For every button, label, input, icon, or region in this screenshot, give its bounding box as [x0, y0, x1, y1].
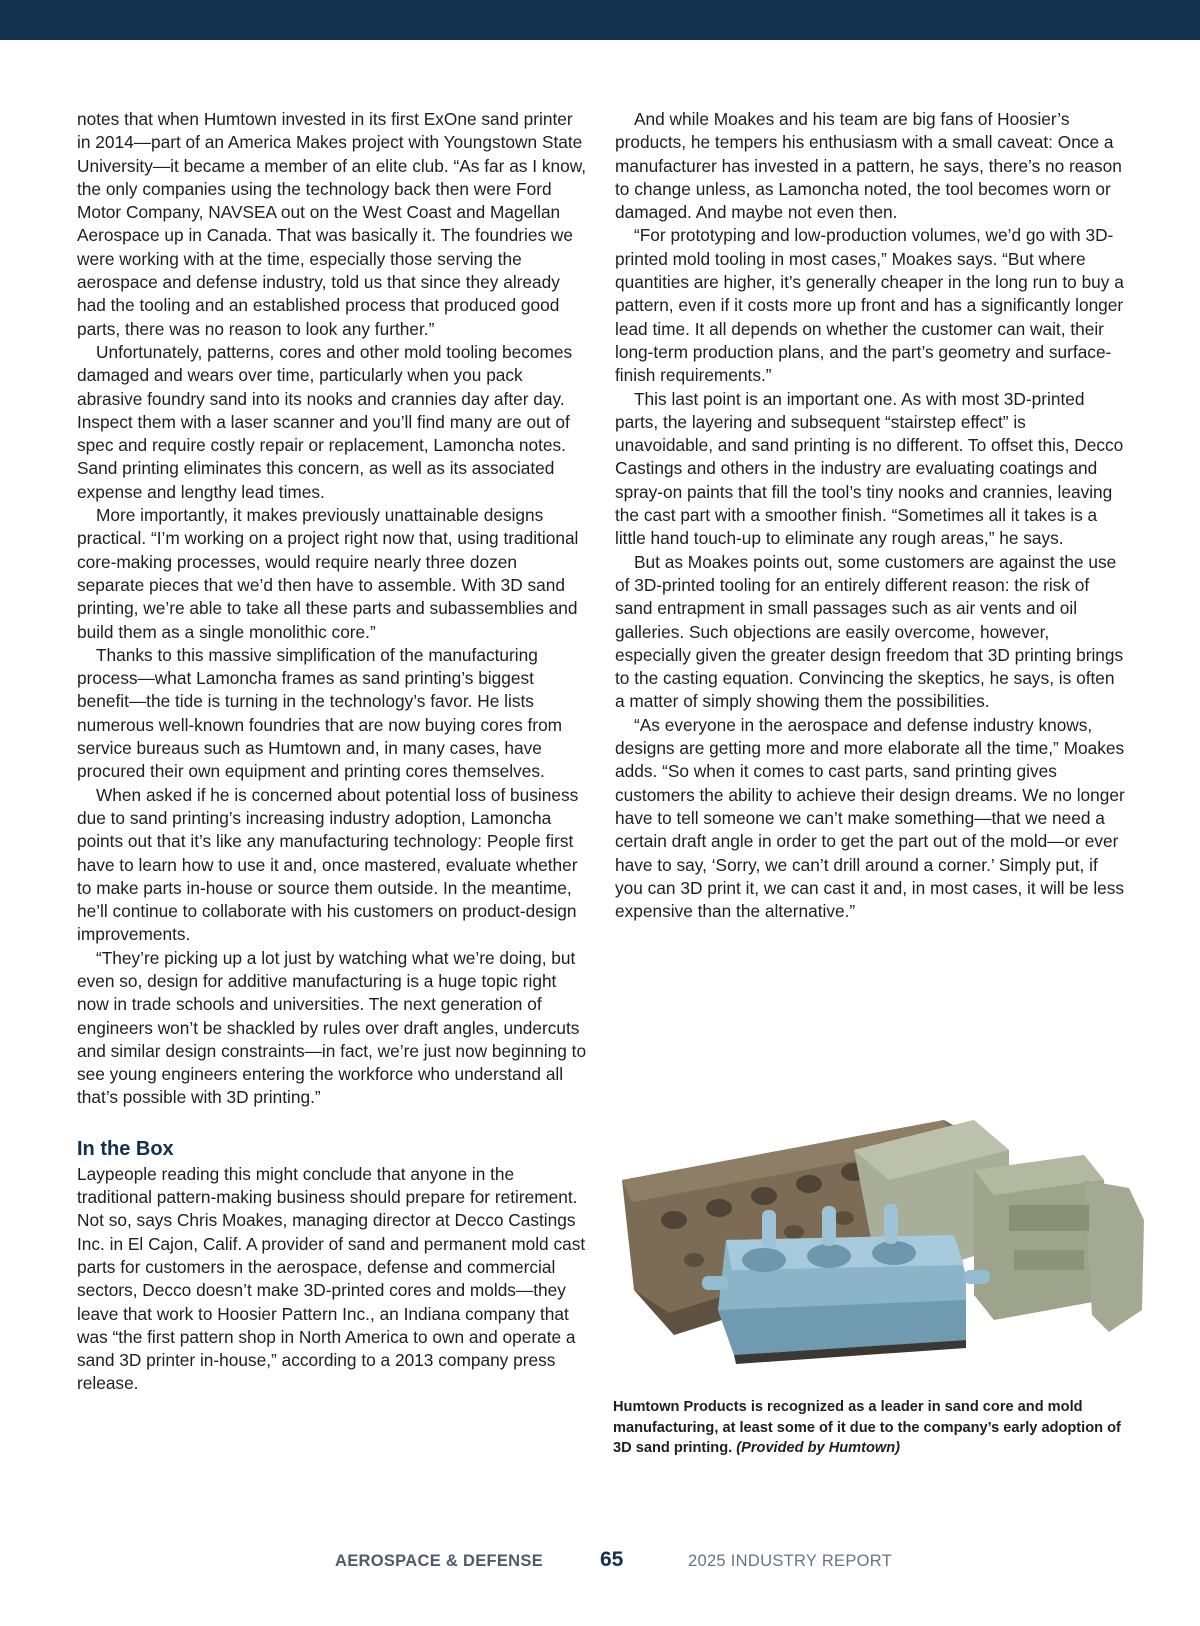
paragraph-right-2: “For prototyping and low-production volumes, we’d go with 3D-printed mold tooling in most cases,” Moakes says. “But where quantities are higher, it’s generally cheaper in the long run to buy a pattern, even if it costs more up front and has a significantly longer lead time. It all depends on whether the customer can wait, their long-term production plans, and the part’s geometry and surface-finish requirements.” — [615, 225, 1124, 386]
footer-section: AEROSPACE & DEFENSE — [335, 1552, 544, 1570]
page-footer — [0, 1548, 1200, 1578]
paragraph-left-2: Unfortunately, patterns, cores and other mold tooling becomes damaged and wears over time, particularly when you pack abrasive foundry sand into its nooks and crannies day after day. Inspect them with a laser scanner and you’ll find many are out of spec and require costly repair or replacement, Lamoncha notes. Sand printing eliminates this concern, as well as its associated expense and lengthy lead times. — [77, 341, 573, 502]
right-column — [615, 108, 1127, 923]
paragraph-right-4: But as Moakes points out, some customers are against the use of 3D-printed tooling for an entirely different reason: the risk of sand entrapment in small passages such as air vents and oil galleries. Such objections are easily overcome, however, especially given the greater design freedom that 3D printing brings to the casting equation. Convincing the skeptics, he says, is often a matter of simply showing them the possibilities. — [615, 551, 1124, 712]
top-banner — [0, 0, 1200, 40]
paragraph-left-4: Thanks to this massive simplification of the manufacturing process—what Lamoncha frames as sand printing’s biggest benefit—the tide is turning in the technology’s favor. He lists numerous well-known foundries that are now buying cores from service bureaus such as Humtown and, in many cases, have procured their own equipment and printing cores themselves. — [77, 644, 563, 782]
section-subhead: In the Box — [77, 1137, 174, 1160]
paragraph-left-1: notes that when Humtown invested in its first ExOne sand printer in 2014—part of an America Makes project with Youngstown State University—it became a member of an elite club. “As far as I know, the only companies using the technology back then were Ford Motor Company, NAVSEA out on the West Coast and Magellan Aerospace up in Canada. That was basically it. The foundries we were working with at the time, especially those serving the aerospace and defense industry, told us that since they already had the tooling and an established process that produced good parts, there was no reason to look any further.” — [77, 109, 587, 339]
paragraph-right-5: “As everyone in the aerospace and defense industry knows, designs are getting more and more elaborate all the time,” Moakes adds. “So when it comes to cast parts, sand printing gives customers the ability to achieve their design dreams. We no longer have to tell someone we can’t make something—that we need a certain draft angle in order to get the part out of the mold—or ever have to say, ‘Sorry, we can’t drill around a corner.’ Simply put, if you can 3D print it, we can cast it and, in most cases, it will be less expensive than the alternative.” — [615, 714, 1125, 922]
caption-credit: (Provided by Humtown) — [736, 1440, 901, 1456]
page-number: 65 — [600, 1548, 624, 1571]
caption-text: Humtown Products is recognized as a leader in sand core and mold manufacturing, at least some of it due to the company’s early adoption of 3D sand printing. — [613, 1399, 1121, 1456]
figure-caption — [613, 1397, 1123, 1459]
paragraph-left-5: When asked if he is concerned about potential loss of business due to sand printing’s increasing industry adoption, Lamoncha points out that it’s like any manufacturing technology: People first have to learn how to use it and, once mastered, evaluate whether to make parts in-house or source them outside. In the meantime, he’ll continue to collaborate with his customers on product-design improvements. — [77, 784, 579, 945]
left-column — [77, 108, 587, 1396]
paragraph-left-6: “They’re picking up a lot just by watching what we’re doing, but even so, design for additive manufacturing is a huge topic right now in trade schools and universities. The next generation of engineers won’t be shackled by rules over draft angles, undercuts and similar design constraints—in fact, we’re just now beginning to see young engineers entering the workforce who understand all that’s possible with 3D printing.” — [77, 947, 587, 1108]
footer-report-title: 2025 INDUSTRY REPORT — [688, 1552, 893, 1570]
paragraph-left-3: More importantly, it makes previously unattainable designs practical. “I’m working on a project right now that, using traditional core-making processes, would require nearly three dozen separate pieces that we’d then have to assemble. With 3D sand printing, we’re able to take all these parts and subassemblies and build them as a single monolithic core.” — [77, 505, 579, 642]
paragraph-right-3: This last point is an important one. As with most 3D-printed parts, the layering and subsequent “stairstep effect” is unavoidable, and sand printing is no different. To offset this, Decco Castings and others in the industry are evaluating coatings and spray-on paints that fill the tool’s tiny nooks and crannies, leaving the cast part with a smoother finish. “Sometimes all it takes is a little hand touch-up to eliminate any rough areas,” he says. — [615, 388, 1124, 549]
paragraph-box: Laypeople reading this might conclude that anyone in the traditional pattern-making business should prepare for retirement. Not so, says Chris Moakes, managing director at Decco Castings Inc. in El Cajon, Calif. A provider of sand and permanent mold cast parts for customers in the aerospace, defense and commercial sectors, Decco doesn’t make 3D-printed cores and molds—they leave that work to Hoosier Pattern Inc., an Indiana company that was “the first pattern shop in North America to own and operate a sand 3D printer in-house,” according to a 2013 company press release. — [77, 1163, 586, 1394]
sand-core-photo — [614, 1070, 1152, 1380]
paragraph-right-1: And while Moakes and his team are big fans of Hoosier’s products, he tempers his enthusiasm with a small caveat: Once a manufacturer has invested in a pattern, he says, there’s no reason to change unless, as Lamoncha noted, the tool becomes worn or damaged. And maybe not even then. — [615, 109, 1122, 223]
